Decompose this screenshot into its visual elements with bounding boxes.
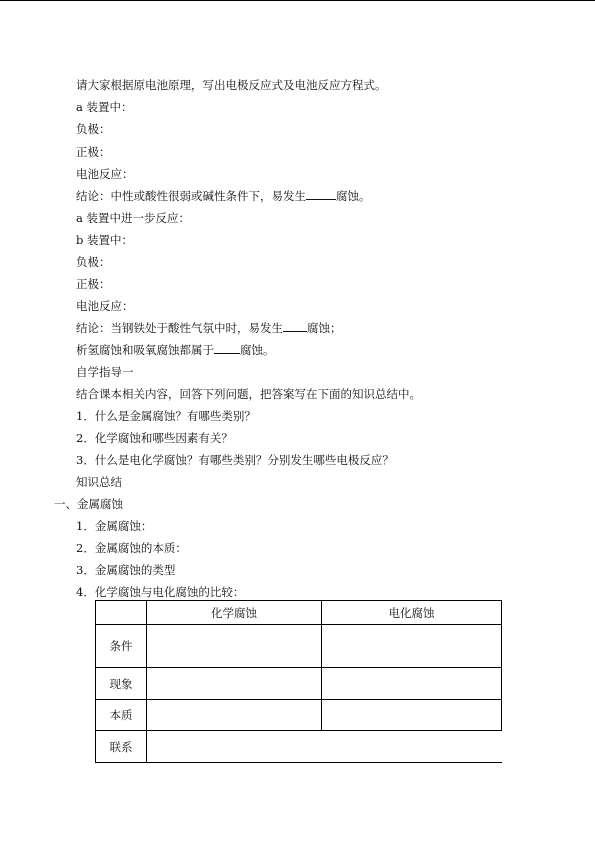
item-4: 4．化学腐蚀与电化腐蚀的比较： <box>76 585 245 599</box>
table-row <box>96 700 502 731</box>
table-cell[interactable] <box>147 625 322 668</box>
knowledge-summary-heading: 知识总结 <box>76 475 122 489</box>
hydrogen-oxygen-corrosion-line <box>76 343 275 357</box>
fill-blank[interactable] <box>283 321 307 332</box>
table-row <box>96 731 502 763</box>
question-2: 2．化学腐蚀和哪些因素有关？ <box>76 431 233 445</box>
item-2: 2．金属腐蚀的本质： <box>76 541 187 555</box>
fill-blank[interactable] <box>214 343 240 354</box>
table-cell[interactable] <box>322 625 502 668</box>
row-label: 现象 <box>96 668 147 700</box>
table-header-cell: 化学腐蚀 <box>147 601 322 625</box>
question-3: 3．什么是电化学腐蚀？有哪些类别？分别发生哪些电极反应？ <box>76 453 394 467</box>
a-further-reaction-label: a 装置中进一步反应： <box>76 211 191 225</box>
row-label: 联系 <box>96 731 147 763</box>
item-1: 1．金属腐蚀： <box>76 519 153 533</box>
conclusion-a-end: 腐蚀。 <box>336 189 371 203</box>
item-3: 3．金属腐蚀的类型 <box>76 563 176 577</box>
device-a-heading: a 装置中： <box>76 100 133 114</box>
table-header-cell: 电化腐蚀 <box>322 601 502 625</box>
b-negative-electrode-label: 负极： <box>76 255 111 269</box>
fill-blank[interactable] <box>306 189 336 200</box>
conclusion-b-line <box>76 321 342 335</box>
a-positive-electrode-label: 正极： <box>76 145 111 159</box>
a-negative-electrode-label: 负极： <box>76 122 111 136</box>
comparison-table <box>95 600 502 763</box>
table-cell[interactable] <box>322 668 502 700</box>
device-b-heading: b 装置中： <box>76 233 134 247</box>
conclusion-b-end: 腐蚀； <box>307 321 342 335</box>
page-top-rule <box>0 0 595 1</box>
conclusion-a-line <box>76 189 371 203</box>
table-cell[interactable] <box>147 668 322 700</box>
b-positive-electrode-label: 正极： <box>76 277 111 291</box>
hydrogen-oxygen-text: 析氢腐蚀和吸氧腐蚀都属于 <box>76 343 214 357</box>
row-label: 条件 <box>96 625 147 668</box>
instruction-line: 请大家根据原电池原理，写出电极反应式及电池反应方程式。 <box>76 78 387 92</box>
b-cell-reaction-label: 电池反应： <box>76 299 134 313</box>
question-1: 1．什么是金属腐蚀？有哪些类别？ <box>76 409 256 423</box>
table-header-cell <box>96 601 147 625</box>
conclusion-b-text: 结论：当钢铁处于酸性气氛中时，易发生 <box>76 321 283 335</box>
conclusion-a-text: 结论：中性或酸性很弱或碱性条件下，易发生 <box>76 189 306 203</box>
a-cell-reaction-label: 电池反应： <box>76 167 134 181</box>
row-label: 本质 <box>96 700 147 731</box>
table-header-row <box>96 601 502 625</box>
self-study-guide-heading: 自学指导一 <box>76 365 134 379</box>
table-cell[interactable] <box>322 700 502 731</box>
table-cell[interactable] <box>147 731 502 763</box>
self-study-instruction: 结合课本相关内容，回答下列问题，把答案写在下面的知识总结中。 <box>76 387 421 401</box>
table-row <box>96 625 502 668</box>
table-cell[interactable] <box>147 700 322 731</box>
table-row <box>96 668 502 700</box>
hydrogen-oxygen-end: 腐蚀。 <box>240 343 275 357</box>
section-heading-metal-corrosion: 一、金属腐蚀 <box>54 497 123 511</box>
